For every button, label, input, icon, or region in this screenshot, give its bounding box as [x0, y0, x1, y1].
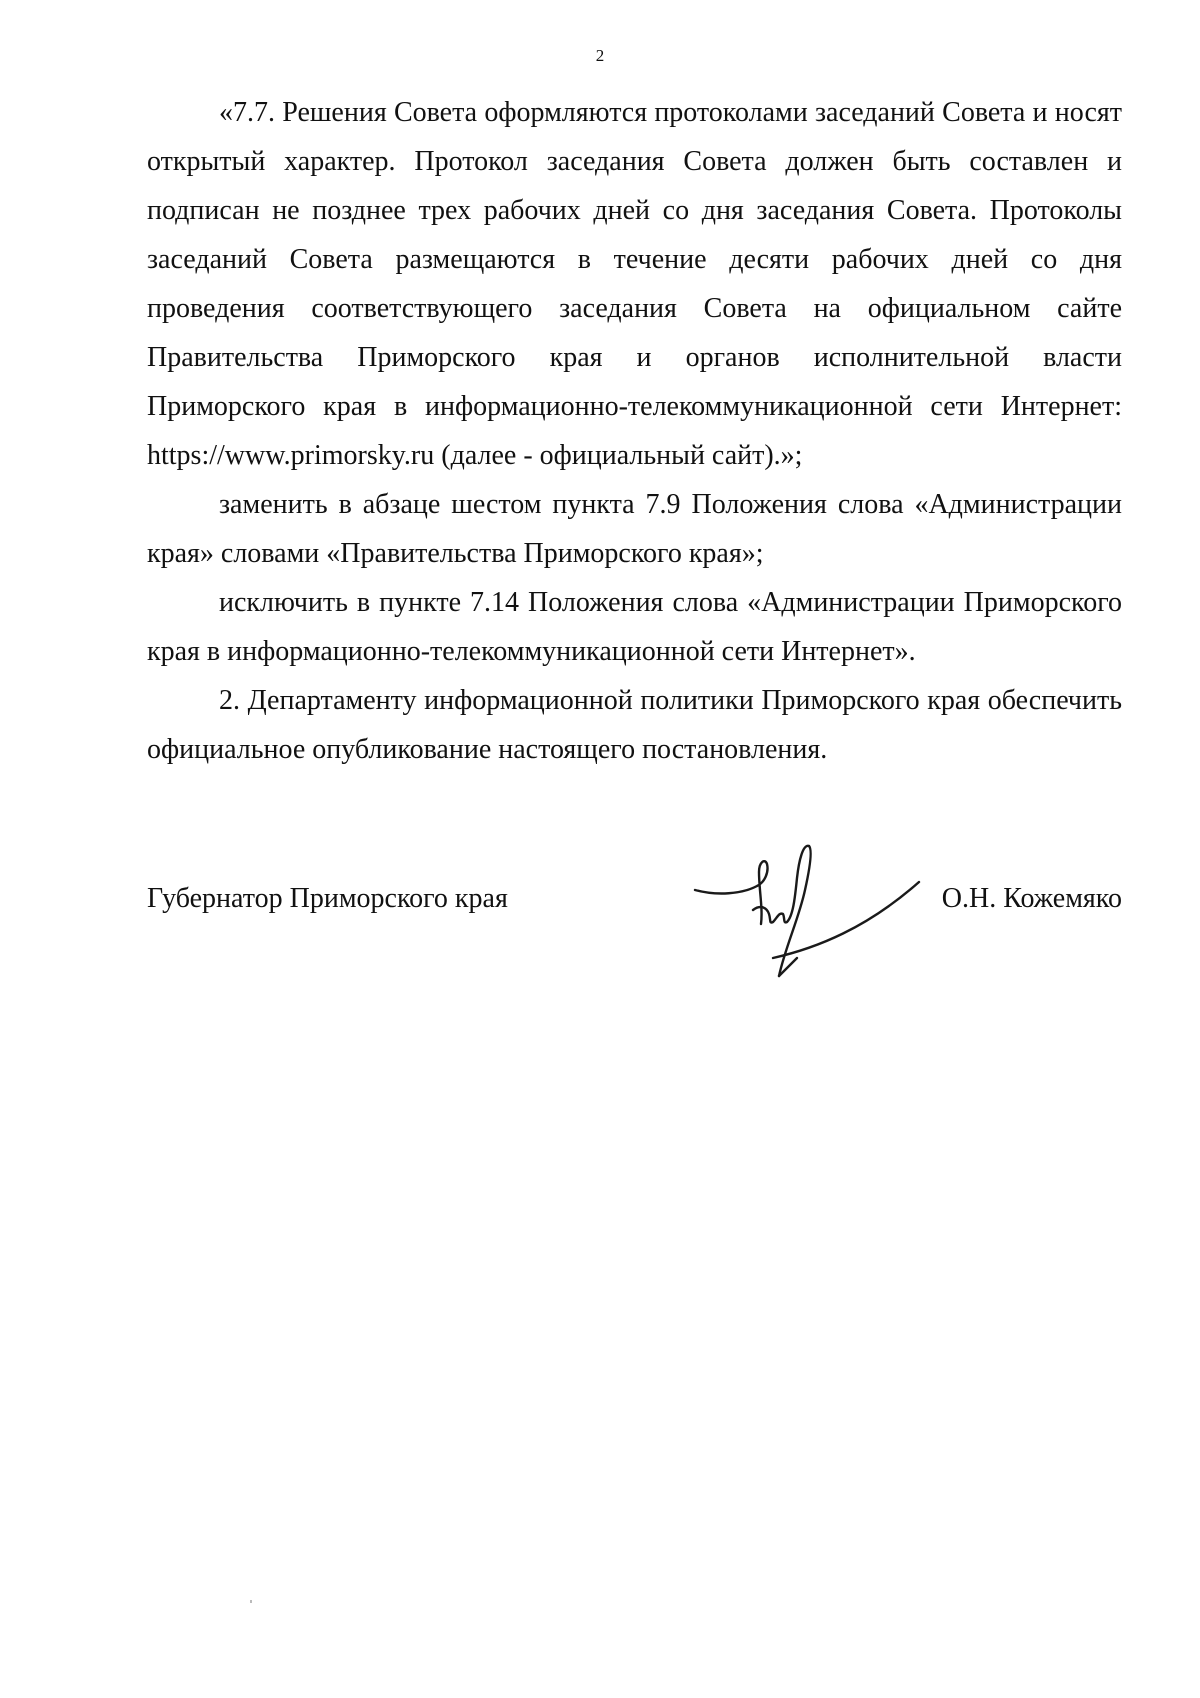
handwritten-signature [687, 838, 927, 978]
signature-block [147, 838, 1122, 988]
page-number: 2 [595, 46, 605, 65]
document-body [147, 88, 1122, 774]
paragraph-publication-order: 2. Департаменту информационной политики Приморского края обеспечить официальное опубликование настоящего постановления. [147, 685, 1122, 765]
signer-name: О.Н. Кожемяко [941, 883, 1122, 914]
paragraph-exclude-words: исключить в пункте 7.14 Положения слова «Администрации Приморского края в информационно-телекоммуникационной сети Интернет». [147, 587, 1122, 667]
signer-position: Губернатор Приморского края [147, 883, 508, 914]
paragraph-council-decisions: «7.7. Решения Совета оформляются протоколами заседаний Совета и носят открытый характер. Протокол заседания Совета должен быть составлен и подписан не позднее трех рабочих дней со дня заседания Совета. Протоколы заседаний Совета размещаются в течение десяти рабочих дней со дня проведения соответствующего заседания Совета на официальном сайте Правительства Приморского края и органов исполнительной власти Приморского края в информационно-телекоммуникационной сети Интернет: https://www.primorsky.ru (далее - официальный сайт).»; [147, 97, 1122, 471]
paragraph-replace-words: заменить в абзаце шестом пункта 7.9 Положения слова «Администрации края» словами «Правительства Приморского края»; [147, 489, 1122, 569]
scan-artifact [250, 1600, 252, 1603]
